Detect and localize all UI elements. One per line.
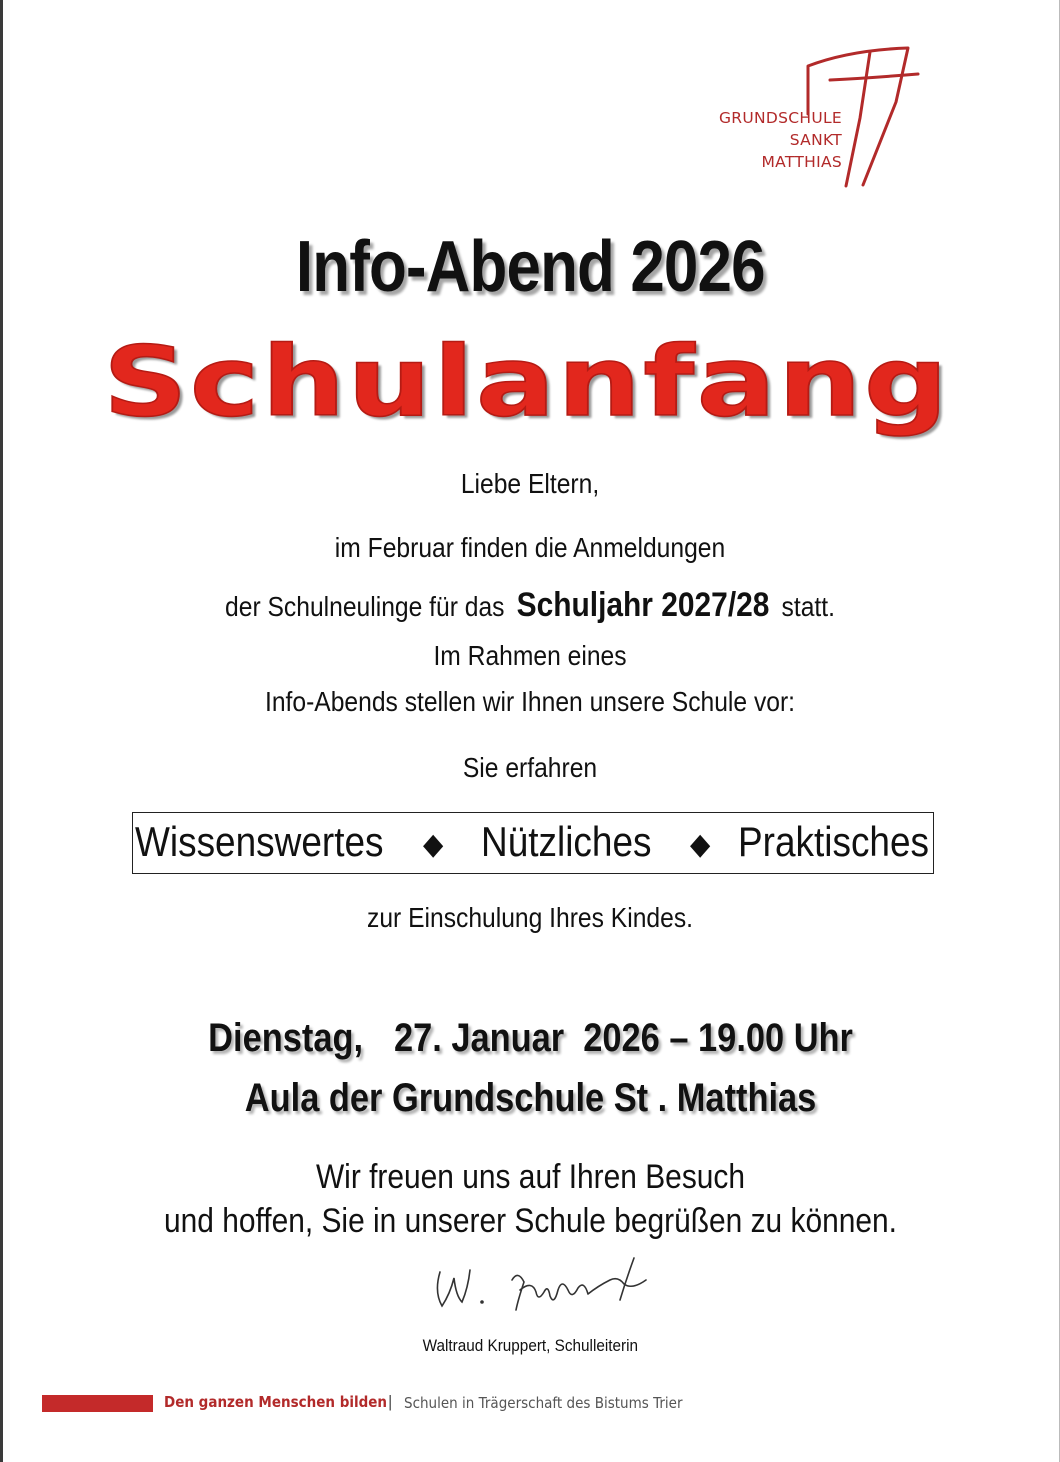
- footer-carrier: Schulen in Trägerschaft des Bistums Trier: [404, 1394, 683, 1412]
- closing-line-2: und hoffen, Sie in unserer Schule begrüßen zu können.: [163, 1202, 897, 1240]
- diamond-bullet-icon: ◆: [690, 828, 711, 861]
- signer-name: Waltraud Kruppert, Schulleiterin: [422, 1336, 639, 1355]
- page-title: Info-Abend 2026: [295, 227, 765, 307]
- footer-motto: Den ganzen Menschen bilden: [164, 1393, 388, 1411]
- school-logo: [700, 40, 930, 190]
- greeting: Liebe Eltern,: [460, 468, 600, 499]
- handwritten-signature: [420, 1240, 680, 1320]
- closing-line-1: Wir freuen uns auf Ihren Besuch: [315, 1158, 746, 1196]
- body-line-enrollment: zur Einschulung Ihres Kindes.: [367, 902, 693, 933]
- highlight-item: Praktisches: [738, 818, 930, 865]
- school-year-prefix: der Schulneulinge für das: [225, 591, 505, 622]
- body-line-learn: Sie erfahren: [462, 752, 598, 783]
- event-venue: Aula der Grundschule St . Matthias: [244, 1076, 817, 1120]
- diamond-bullet-icon: ◆: [423, 828, 444, 861]
- logo-line-2: SANKT: [789, 131, 842, 149]
- footer-divider: |: [388, 1392, 393, 1411]
- event-day: Dienstag,: [208, 1016, 364, 1060]
- logo-line-1: GRUNDSCHULE: [718, 109, 842, 127]
- body-line-school-year: [64, 586, 997, 625]
- logo-line-3: MATTHIAS: [761, 153, 842, 171]
- highlight-item: Nützliches: [481, 818, 652, 865]
- school-year: Schuljahr 2027/28: [516, 586, 770, 624]
- highlights-box: [132, 812, 934, 874]
- body-line-frame: Im Rahmen eines: [433, 640, 627, 671]
- page-edge-left: [0, 0, 3, 1462]
- body-line-introduction: Info-Abends stellen wir Ihnen unsere Schule vor:: [264, 686, 796, 717]
- event-date: [75, 1016, 987, 1061]
- school-year-suffix: statt.: [781, 591, 835, 622]
- event-datetime: 27. Januar 2026 – 19.00 Uhr: [393, 1016, 853, 1060]
- body-line-registration: im Februar finden die Anmeldungen: [334, 532, 726, 563]
- footer-accent-bar: [42, 1395, 153, 1412]
- highlight-item: Wissenswertes: [135, 818, 384, 865]
- headline: Schulanfang: [103, 326, 951, 438]
